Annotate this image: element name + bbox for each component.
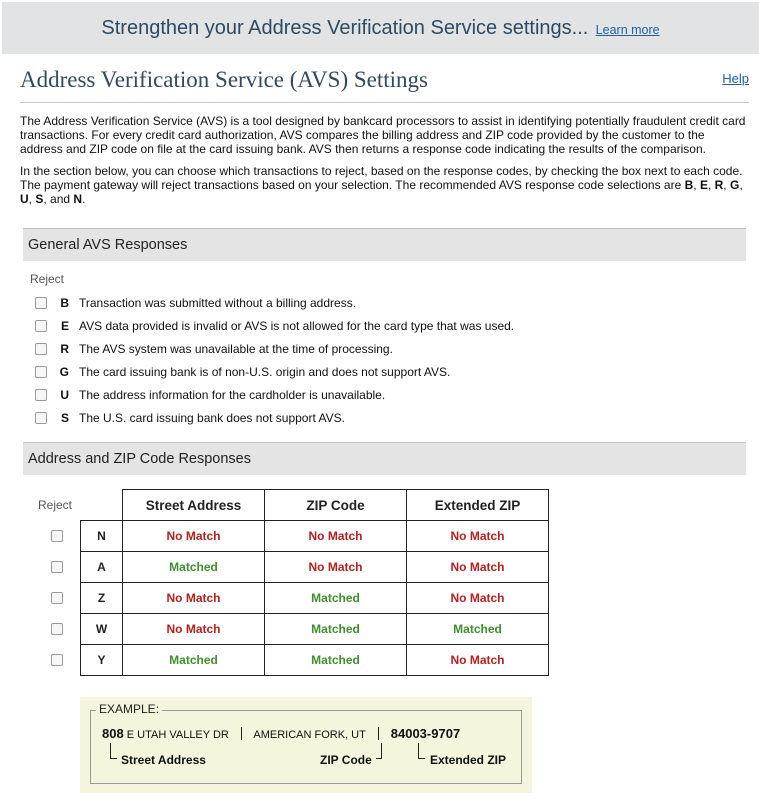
street-caption: Street Address — [121, 753, 206, 767]
street-bracket — [110, 743, 117, 759]
example-label: EXAMPLE: — [96, 702, 162, 716]
table-corner — [81, 490, 123, 521]
reject-checkbox-g[interactable] — [35, 366, 47, 378]
banner-text: Strengthen your Address Verification Service settings... — [101, 17, 589, 39]
reject-checkbox-z[interactable] — [51, 592, 63, 604]
table-cell: Matched — [123, 552, 265, 583]
avs-description: AVS data provided is invalid or AVS is not allowed for the card type that was used. — [79, 319, 515, 333]
ext-zip-bracket — [418, 743, 425, 759]
page-title: Address Verification Service (AVS) Settings — [20, 67, 428, 92]
intro-paragraph-2: In the section below, you can choose which transactions to reject, based on the response codes, by checking the box next to each code. The payment gateway will reject transactions based on your selection. The recommended AVS response code selections are B, E, R, G, U, S, and N. — [20, 164, 743, 206]
table-cell: No Match — [265, 552, 407, 583]
reject-checkbox-n[interactable] — [51, 530, 63, 542]
title-divider — [20, 102, 749, 103]
avs-row-s — [35, 409, 345, 427]
avs-description: Transaction was submitted without a billing address. — [79, 296, 357, 310]
avs-row-e — [35, 317, 514, 335]
zip-bracket — [376, 743, 382, 759]
example-street: E UTAH VALLEY DR — [126, 729, 229, 741]
column-header: ZIP Code — [265, 490, 407, 521]
response-code: Z — [81, 583, 123, 614]
reject-checkbox-u[interactable] — [35, 389, 47, 401]
separator — [241, 727, 242, 740]
table-row — [81, 645, 549, 676]
example-box — [80, 697, 532, 793]
reject-checkbox-w[interactable] — [51, 623, 63, 635]
avs-row-r — [35, 340, 393, 358]
avs-response-table — [80, 489, 549, 676]
avs-description: The card issuing bank is of non-U.S. origin and does not support AVS. — [79, 365, 451, 379]
zip-section-header: Address and ZIP Code Responses — [23, 442, 746, 475]
avs-description: The U.S. card issuing bank does not support AVS. — [79, 411, 345, 425]
example-zip: 84003 — [390, 726, 427, 741]
avs-code: B — [60, 296, 69, 310]
example-number: 808 — [102, 726, 124, 741]
table-cell: No Match — [123, 614, 265, 645]
example-frame — [90, 710, 522, 784]
table-cell: Matched — [123, 645, 265, 676]
table-cell: No Match — [407, 645, 549, 676]
avs-code: G — [59, 365, 69, 379]
table-cell: No Match — [407, 583, 549, 614]
example-city: AMERICAN FORK, UT — [253, 729, 366, 741]
table-row — [81, 583, 549, 614]
reject-checkbox-r[interactable] — [35, 343, 47, 355]
table-header-row — [81, 490, 549, 521]
separator — [378, 727, 379, 740]
response-code: A — [81, 552, 123, 583]
response-code: W — [81, 614, 123, 645]
table-cell: Matched — [265, 583, 407, 614]
avs-row-b — [35, 294, 356, 312]
table-cell: Matched — [265, 645, 407, 676]
ext-zip-caption: Extended ZIP — [430, 753, 507, 767]
column-header: Extended ZIP — [407, 490, 549, 521]
avs-code: U — [60, 388, 69, 402]
reject-checkbox-y[interactable] — [51, 654, 63, 666]
table-cell: Matched — [407, 614, 549, 645]
response-code: N — [81, 521, 123, 552]
reject-checkbox-s[interactable] — [35, 412, 47, 424]
table-row — [81, 614, 549, 645]
response-code: Y — [81, 645, 123, 676]
general-avs-section-header: General AVS Responses — [23, 228, 746, 261]
avs-code: S — [60, 411, 69, 425]
general-reject-label: Reject — [30, 272, 65, 286]
avs-row-g — [35, 363, 450, 381]
reject-checkbox-b[interactable] — [35, 297, 47, 309]
avs-description: The address information for the cardholder is unavailable. — [79, 388, 386, 402]
zip-caption: ZIP Code — [320, 753, 372, 767]
table-cell: No Match — [407, 521, 549, 552]
table-row — [81, 521, 549, 552]
table-cell: No Match — [407, 552, 549, 583]
table-cell: No Match — [123, 521, 265, 552]
settings-banner — [2, 2, 759, 54]
avs-code: E — [60, 319, 69, 333]
column-header: Street Address — [123, 490, 265, 521]
table-cell: Matched — [265, 614, 407, 645]
table-cell: No Match — [265, 521, 407, 552]
reject-checkbox-e[interactable] — [35, 320, 47, 332]
avs-code: R — [60, 342, 69, 356]
table-cell: No Match — [123, 583, 265, 614]
zip-reject-label: Reject — [38, 498, 73, 512]
table-row — [81, 552, 549, 583]
intro-paragraph-1: The Address Verification Service (AVS) is a tool designed by bankcard processors to assist in identifying potentially fraudulent credit card transactions. For every credit card authorization, AVS compares the billing address and ZIP code provided by the customer to the address and ZIP code on file at the card issuing bank. AVS then returns a response code indicating the results of the comparison. — [20, 114, 746, 156]
help-link[interactable]: Help — [722, 71, 749, 86]
avs-description: The AVS system was unavailable at the time of processing. — [79, 342, 393, 356]
example-zip-ext: -9707 — [426, 726, 461, 741]
reject-checkbox-a[interactable] — [51, 561, 63, 573]
example-address — [102, 726, 460, 741]
avs-row-u — [35, 386, 385, 404]
learn-more-link[interactable]: Learn more — [595, 23, 660, 37]
